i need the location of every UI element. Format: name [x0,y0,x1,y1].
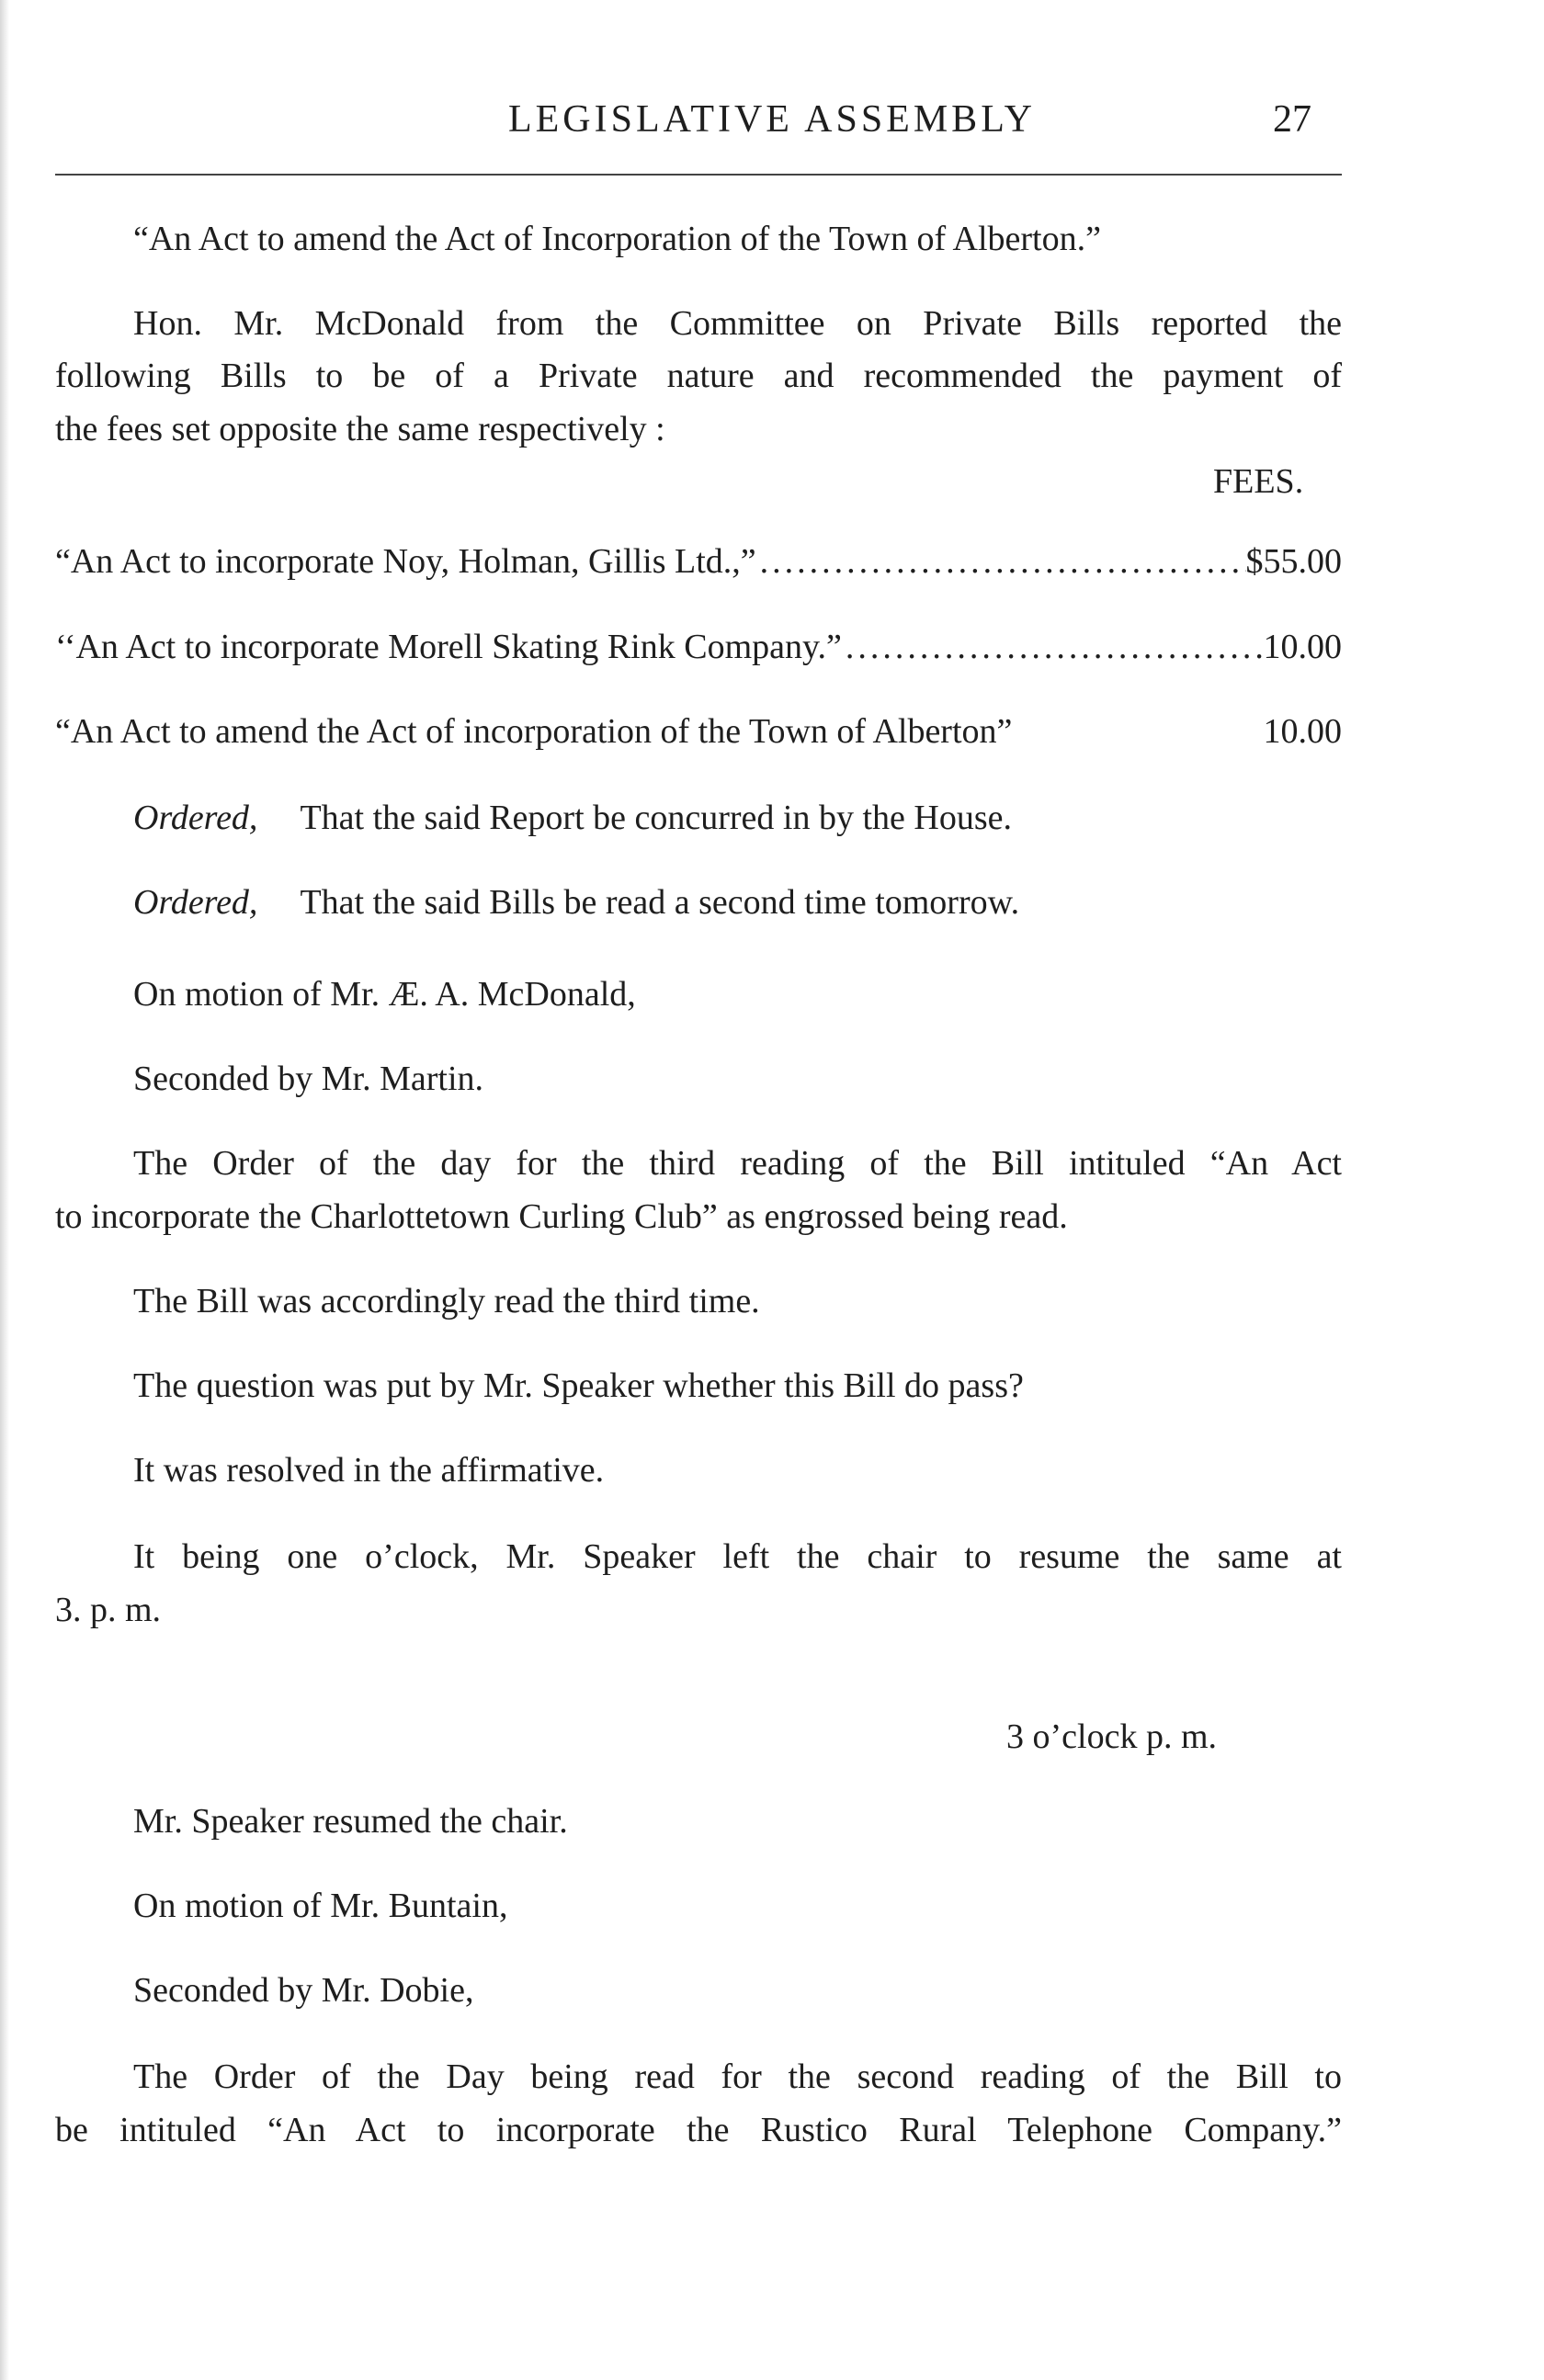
seconded-martin: Seconded by Mr. Martin. [133,1060,484,1098]
fee-bill-name: ‘‘An Act to incorporate Morell Skating Rink Company.” [55,628,842,666]
fee-row [55,709,1342,754]
speaker-left-chair-line-1: It being one o’clock, Mr. Speaker left the chair to resume the same at [133,1537,1342,1576]
running-header-title: LEGISLATIVE ASSEMBLY [508,98,1036,141]
seconded-dobie: Seconded by Mr. Dobie, [133,1971,474,2010]
fee-amount: 10.00 [1263,712,1342,751]
resolved-affirmative: It was resolved in the affirmative. [133,1451,605,1490]
dot-leader [842,625,1264,669]
bill-title-alberton: “An Act to amend the Act of Incorporation of the Town of Alberton.” [133,220,1101,258]
fee-amount: 10.00 [1263,628,1342,666]
header-rule [55,174,1342,176]
fee-bill-name: “An Act to incorporate Noy, Holman, Gillis Ltd.,” [55,542,756,581]
fee-row [55,625,1342,669]
ordered-text: That the said Bills be read a second time tomorrow. [300,883,1020,922]
motion-mcdonald: On motion of Mr. Æ. A. McDonald, [133,975,636,1014]
speaker-resumed-chair: Mr. Speaker resumed the chair. [133,1802,568,1841]
time-heading-three-oclock: 3 o’clock p. m. [1006,1717,1218,1756]
ordered-label: Ordered, [133,883,258,922]
ordered-text: That the said Report be concurred in by the House. [300,799,1012,837]
fee-bill-name: “An Act to amend the Act of incorporation of the Town of Alberton” [55,712,1013,751]
order-day-third-reading-line-2: to incorporate the Charlottetown Curling Club” as engrossed being read. [55,1197,1068,1236]
fees-heading: FEES. [1213,462,1304,501]
speaker-left-chair-line-2: 3. p. m. [55,1591,162,1629]
page-edge-shadow [0,0,9,2380]
order-day-third-reading-line-1: The Order of the day for the third reading of the Bill intituled “An Act [133,1144,1342,1183]
order-day-second-reading-line-1: The Order of the Day being read for the second reading of the Bill to [133,2057,1342,2096]
fee-amount: $55.00 [1245,542,1342,581]
page-number: 27 [1273,98,1311,141]
bill-read-third-time: The Bill was accordingly read the third time. [133,1282,760,1320]
fee-row [55,539,1342,584]
ordered-report-concurred [133,796,1012,840]
ordered-second-reading [133,880,1019,924]
dot-leader [756,539,1246,584]
report-paragraph-line-2: following Bills to be of a Private nature and recommended the payment of [55,357,1342,395]
report-paragraph-line-1: Hon. Mr. McDonald from the Committee on Private Bills reported the [133,304,1342,343]
question-put: The question was put by Mr. Speaker whether this Bill do pass? [133,1366,1024,1405]
motion-buntain: On motion of Mr. Buntain, [133,1887,508,1925]
ordered-label: Ordered, [133,799,258,837]
report-paragraph-line-3: the fees set opposite the same respectively : [55,410,665,448]
order-day-second-reading-line-2: be intituled “An Act to incorporate the Rustico Rural Telephone Company.” [55,2111,1342,2149]
